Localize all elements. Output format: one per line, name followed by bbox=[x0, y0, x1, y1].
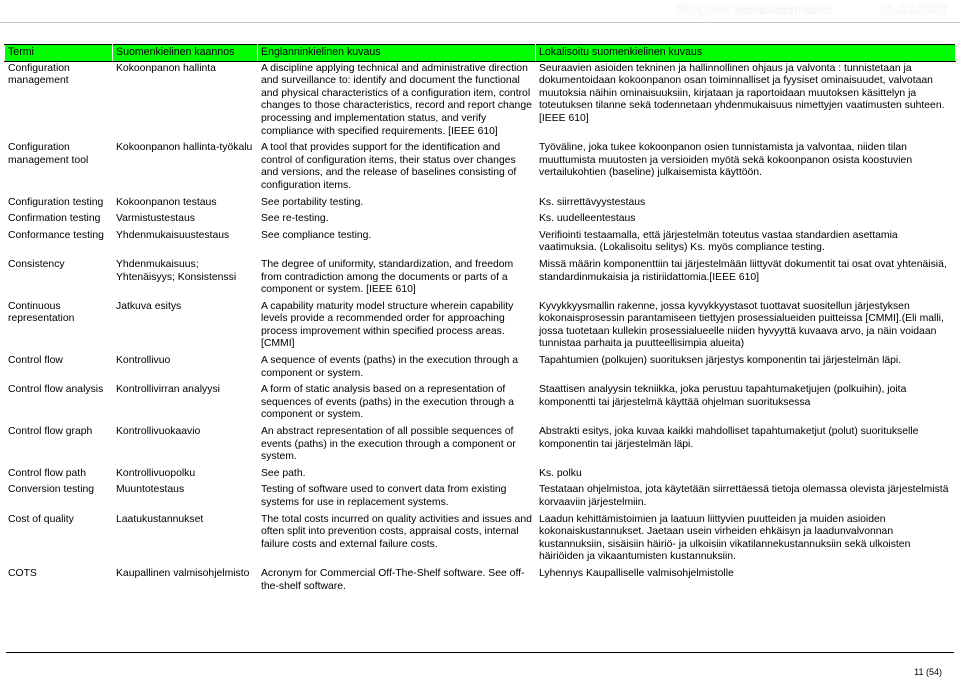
localized-description-cell bbox=[536, 195, 956, 212]
localized-description-paragraph: Ks. siirrettävyystestaus bbox=[539, 196, 646, 208]
table-row bbox=[5, 299, 956, 353]
localized-description-paragraph: Kyvykkyysmallin rakenne, jossa kyvykkyystasot tuottavat suositellun järjestyksen kokonaisprosessin parantamiseen tiettyjen prosessialueiden puitteissa [CMMI]. bbox=[539, 300, 910, 325]
english-description-cell: Testing of software used to convert data from existing systems for use in replacement systems. bbox=[258, 483, 536, 512]
finnish-translation-cell: Kokoonpanon hallinta bbox=[113, 61, 258, 141]
localized-description-cell bbox=[536, 141, 956, 195]
finnish-translation-cell: Kokoonpanon hallinta-työkalu bbox=[113, 141, 258, 195]
document-title: ISTQB:n testaussanasto bbox=[675, 2, 832, 17]
english-description-cell: A discipline applying technical and administrative direction and surveillance to: identify and document the functional and physical characteristics of a configuration item, control changes to those characteristics, record and report change processing and implementation status, and verify compliance with specified requirements. [IEEE 610] bbox=[258, 61, 536, 141]
term-cell: Configuration testing bbox=[5, 195, 113, 212]
localized-description-cell bbox=[536, 61, 956, 141]
table-row bbox=[5, 212, 956, 229]
localized-description-cell bbox=[536, 512, 956, 566]
localized-description-cell bbox=[536, 212, 956, 229]
localized-description-cell bbox=[536, 354, 956, 383]
english-description-cell: A tool that provides support for the identification and control of configuration items, their status over changes and versions, and the release of baselines consisting of configuration items. bbox=[258, 141, 536, 195]
finnish-translation-cell: Kontrollivuopolku bbox=[113, 466, 258, 483]
finnish-translation-cell: Kaupallinen valmisohjelmisto bbox=[113, 566, 258, 595]
table-row bbox=[5, 512, 956, 566]
english-description-cell: Acronym for Commercial Off-The-Shelf software. See off-the-shelf software. bbox=[258, 566, 536, 595]
table-row bbox=[5, 141, 956, 195]
footer-divider bbox=[6, 652, 954, 653]
english-description-cell: See path. bbox=[258, 466, 536, 483]
finnish-translation-cell: Laatukustannukset bbox=[113, 512, 258, 566]
localized-description-cell bbox=[536, 383, 956, 425]
localized-description-paragraph: Tapahtumien (polkujen) suorituksen järjestys komponentin tai järjestelmän läpi. bbox=[539, 355, 902, 367]
document-date: 21.12.2007 bbox=[880, 2, 948, 17]
column-header-english-description: Englanninkielinen kuvaus bbox=[258, 45, 536, 62]
finnish-translation-cell: Kontrollivuo bbox=[113, 354, 258, 383]
localized-description-cell bbox=[536, 257, 956, 299]
table-row bbox=[5, 483, 956, 512]
finnish-translation-cell: Kontrollivuokaavio bbox=[113, 425, 258, 467]
term-cell: Control flow analysis bbox=[5, 383, 113, 425]
table-row bbox=[5, 425, 956, 467]
localized-description-paragraph: Ks. uudelleentestaus bbox=[539, 213, 636, 225]
term-cell: Configuration management bbox=[5, 61, 113, 141]
english-description-cell: A form of static analysis based on a representation of sequences of events (paths) in the execution through a component or system. bbox=[258, 383, 536, 425]
term-cell: Control flow path bbox=[5, 466, 113, 483]
finnish-translation-cell: Varmistustestaus bbox=[113, 212, 258, 229]
column-header-term: Termi bbox=[5, 45, 113, 62]
page-number: 11 (54) bbox=[914, 667, 942, 677]
term-cell: Conversion testing bbox=[5, 483, 113, 512]
finnish-translation-cell: Yhdenmukaisuustestaus bbox=[113, 228, 258, 257]
english-description-cell: See re-testing. bbox=[258, 212, 536, 229]
localized-description-cell bbox=[536, 466, 956, 483]
term-cell: COTS bbox=[5, 566, 113, 595]
column-header-finnish-translation: Suomenkielinen kaannos bbox=[113, 45, 258, 62]
term-cell: Consistency bbox=[5, 257, 113, 299]
localized-description-cell bbox=[536, 566, 956, 595]
page-header-bar bbox=[0, 0, 960, 23]
english-description-cell: A sequence of events (paths) in the execution through a component or system. bbox=[258, 354, 536, 383]
localized-description-paragraph: Abstrakti esitys, joka kuvaa kaikki mahdolliset tapahtumaketjut (polut) suoritukselle komponentin tai järjestelmän läpi. bbox=[539, 426, 919, 450]
localized-description-paragraph: Ks. polku bbox=[539, 467, 582, 479]
table-row bbox=[5, 61, 956, 141]
english-description-cell: The degree of uniformity, standardization, and freedom from contradiction among the documents or parts of a component or system. [IEEE 610] bbox=[258, 257, 536, 299]
english-description-cell: See compliance testing. bbox=[258, 228, 536, 257]
table-row bbox=[5, 195, 956, 212]
table-header-row bbox=[5, 45, 956, 62]
term-cell: Continuous representation bbox=[5, 299, 113, 353]
table-row bbox=[5, 354, 956, 383]
localized-description-paragraph: Missä määrin komponenttiin tai järjestelmään liittyvät dokumentit tai osat ovat yhtenäisiä, standardinmukaisia ja ristiriidattomia.[IEEE 610] bbox=[539, 258, 947, 283]
localized-description-cell bbox=[536, 228, 956, 257]
english-description-cell: The total costs incurred on quality activities and issues and often split into prevention costs, appraisal costs, internal failure costs and external failure costs. bbox=[258, 512, 536, 566]
finnish-translation-cell: Jatkuva esitys bbox=[113, 299, 258, 353]
finnish-translation-cell: Muuntotestaus bbox=[113, 483, 258, 512]
term-cell: Control flow graph bbox=[5, 425, 113, 467]
localized-description-paragraph: Seuraavien asioiden tekninen ja hallinnollinen ohjaus ja valvonta : tunnistetaan ja dokumentoidaan kokoonpanon osan toiminnalliset ja fyysiset ominaisuudet, valvotaan muutoksia näihin ominaisuuksiin, kirjataan ja raportoidaan muutoksen käsittelyn ja toteutuksen tilanne sekä todennetaan yhdenmukaisuus nimettyjen vaatimusten suhteen. [IEEE 610] bbox=[539, 62, 945, 124]
glossary-table bbox=[4, 44, 956, 596]
localized-description-paragraph: Laadun kehittämistoimien ja laatuun liittyvien puutteiden ja muiden asioiden kokonaiskustannukset. Jaetaan usein virheiden ehkäisyn ja laadunvalvonnan kustannuksiin, sisäisiin häiriö- ja ulkoisiin vikatilannekustannuksiin sekä ulkoisten häiriöiden ja vikaantumisten kustannuksiin. bbox=[539, 513, 911, 563]
localized-description-cell bbox=[536, 425, 956, 467]
column-header-localized-description: Lokalisoitu suomenkielinen kuvaus bbox=[536, 45, 956, 62]
table-row bbox=[5, 566, 956, 595]
term-cell: Control flow bbox=[5, 354, 113, 383]
table-row bbox=[5, 466, 956, 483]
english-description-cell: An abstract representation of all possible sequences of events (paths) in the execution through a component or system. bbox=[258, 425, 536, 467]
finnish-translation-cell: Yhdenmukaisuus; Yhtenäisyys; Konsistenssi bbox=[113, 257, 258, 299]
localized-description-paragraph: (Eli malli, jossa tuotetaan kullekin prosessialueelle niiden hyvyyttä kuvaava arvo, ja näin voidaan tunnistaa parhaita ja puutteellisimpia alueita) bbox=[539, 313, 944, 350]
english-description-cell: See portability testing. bbox=[258, 195, 536, 212]
finnish-translation-cell: Kontrollivirran analyysi bbox=[113, 383, 258, 425]
english-description-cell: A capability maturity model structure wherein capability levels provide a recommended order for approaching process improvement within specified process areas. [CMMI] bbox=[258, 299, 536, 353]
term-cell: Conformance testing bbox=[5, 228, 113, 257]
localized-description-paragraph: Verifiointi testaamalla, että järjestelmän toteutus vastaa standardien asettamia vaatimuksia. (Lokalisoitu selitys) Ks. myös compliance testing. bbox=[539, 229, 898, 254]
table-row bbox=[5, 257, 956, 299]
table-row bbox=[5, 228, 956, 257]
term-cell: Configuration management tool bbox=[5, 141, 113, 195]
table-row bbox=[5, 383, 956, 425]
term-cell: Confirmation testing bbox=[5, 212, 113, 229]
localized-description-cell bbox=[536, 483, 956, 512]
finnish-translation-cell: Kokoonpanon testaus bbox=[113, 195, 258, 212]
localized-description-paragraph: Työväline, joka tukee kokoonpanon osien tunnistamista ja valvontaa, niiden tilan muuttumista muutosten ja versioiden myötä sekä kokoonpanon osista koostuvien vertailukohtien (baseline) julkaisemista käyttöön. bbox=[539, 142, 913, 179]
term-cell: Cost of quality bbox=[5, 512, 113, 566]
localized-description-paragraph: Lyhennys Kaupalliselle valmisohjelmistolle bbox=[539, 567, 734, 579]
localized-description-paragraph: Testataan ohjelmistoa, jota käytetään siirrettäessä tietoja olemassa olevista järjestelmistä korvaaviin järjestelmiin. bbox=[539, 484, 949, 508]
localized-description-cell bbox=[536, 299, 956, 353]
localized-description-paragraph: Staattisen analyysin tekniikka, joka perustuu tapahtumaketjujen (polkuihin), joita komponentti tai järjestelmä käyttää ohjelman suorituksessa bbox=[539, 384, 907, 408]
